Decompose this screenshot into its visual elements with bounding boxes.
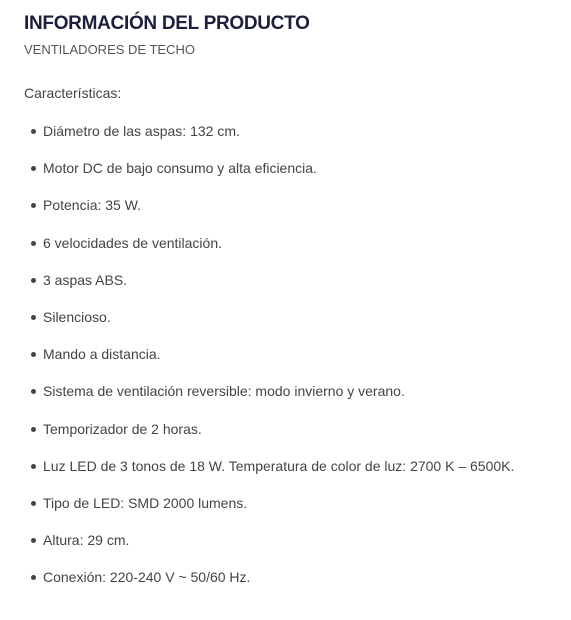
bullet-icon [31, 389, 36, 394]
feature-item-silent [24, 308, 571, 326]
bullet-icon [31, 241, 36, 246]
bullet-icon [31, 575, 36, 580]
bullet-icon [31, 203, 36, 208]
feature-item-speeds [24, 234, 571, 252]
bullet-icon [31, 352, 36, 357]
feature-item-power [24, 196, 571, 214]
bullet-icon [31, 315, 36, 320]
feature-item-height [24, 531, 571, 549]
feature-text: Temporizador de 2 horas. [43, 420, 202, 437]
feature-text: 3 aspas ABS. [43, 271, 128, 288]
feature-text: Diámetro de las aspas: 132 cm. [43, 123, 240, 139]
features-heading: Características: [24, 85, 122, 101]
product-category: VENTILADORES DE TECHO [24, 42, 195, 57]
feature-item-motor [24, 159, 571, 177]
feature-item-timer [24, 420, 571, 438]
bullet-icon [31, 166, 36, 171]
feature-item-blades [24, 271, 571, 289]
bullet-icon [31, 501, 36, 506]
feature-item-led-light [24, 457, 571, 475]
feature-text: Potencia: 35 W. [43, 197, 142, 214]
feature-text: Luz LED de 3 tonos de 18 W. Temperatura de color de luz: 2700 K – 6500K. [43, 457, 515, 474]
bullet-icon [31, 538, 36, 543]
feature-item-led-type [24, 494, 571, 512]
feature-item-connection [24, 568, 571, 586]
feature-text: Motor DC de bajo consumo y alta eficiencia. [43, 160, 317, 177]
page-title: INFORMACIÓN DEL PRODUCTO [24, 13, 310, 34]
feature-item-reversible [24, 382, 571, 400]
feature-text: Sistema de ventilación reversible: modo invierno y verano. [43, 383, 405, 400]
feature-text: Altura: 29 cm. [43, 532, 130, 549]
feature-text: Silencioso. [43, 308, 111, 325]
feature-item-remote [24, 345, 571, 363]
features-list [24, 122, 571, 586]
feature-text: Mando a distancia. [43, 346, 161, 363]
feature-text: 6 velocidades de ventilación. [43, 234, 223, 251]
feature-text: Conexión: 220-240 V ~ 50/60 Hz. [43, 569, 251, 586]
bullet-icon [31, 278, 36, 283]
bullet-icon [31, 129, 36, 134]
feature-item-diameter [24, 122, 571, 140]
bullet-icon [31, 464, 36, 469]
bullet-icon [31, 427, 36, 432]
feature-text: Tipo de LED: SMD 2000 lumens. [43, 494, 248, 511]
